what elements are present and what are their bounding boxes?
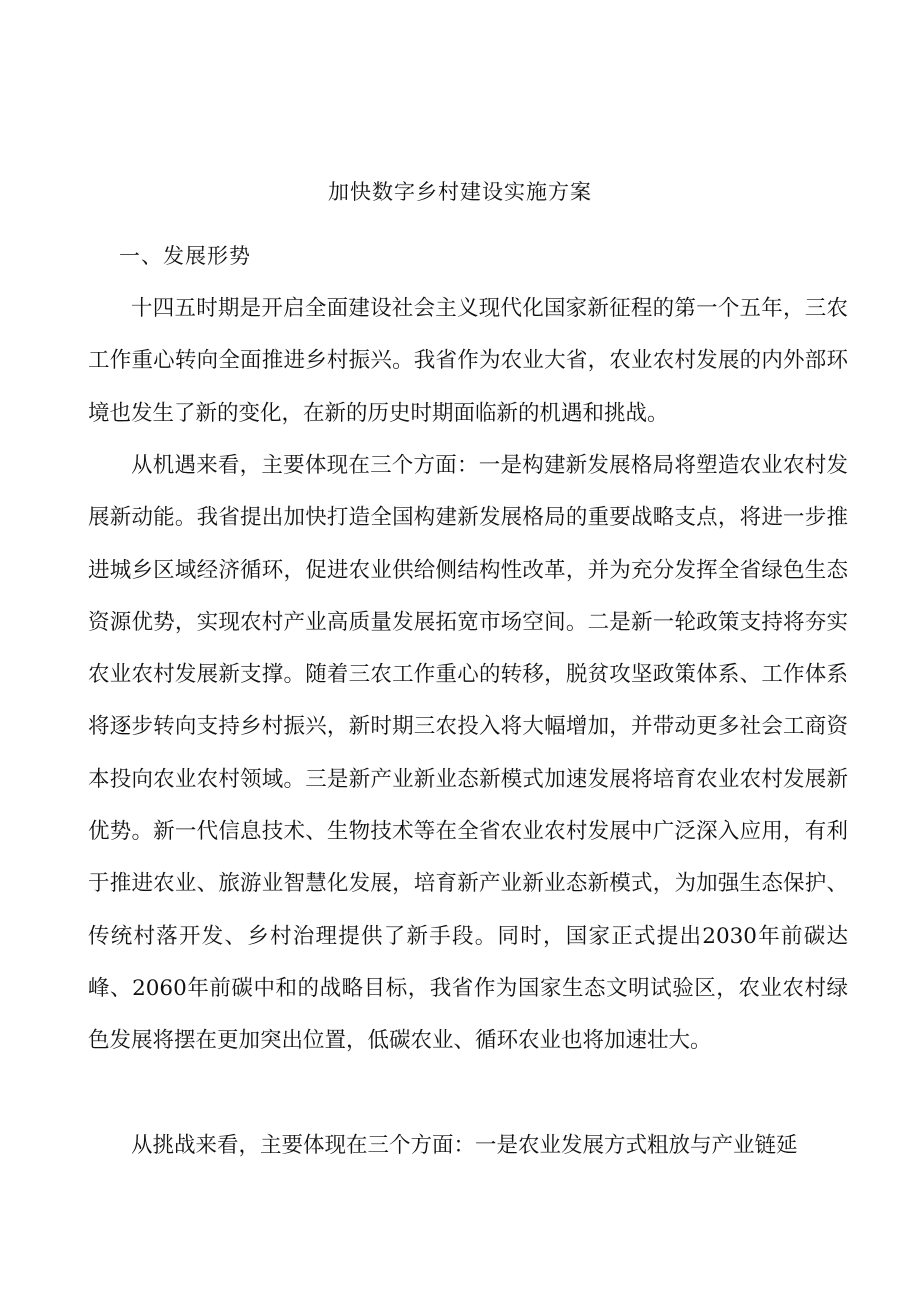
paragraph-3: 从挑战来看，主要体现在三个方面：一是农业发展方式粗放与产业链延 <box>131 1133 798 1158</box>
section-heading: 一、发展形势 <box>119 244 251 268</box>
paragraph-1: 十四五时期是开启全面建设社会主义现代化国家新征程的第一个五年，三农工作重心转向全面推进乡村振兴。我省作为农业大省，农业农村发展的内外部环境也发生了新的变化，在新的历史时期面临新的机遇和挑战。 <box>88 296 848 426</box>
paragraph-2: 从机遇来看，主要体现在三个方面：一是构建新发展格局将塑造农业农村发展新动能。我省提出加快打造全国构建新发展格局的重要战略支点，将进一步推进城乡区域经济循环，促进农业供给侧结构性改革，并为充分发挥全省绿色生态资源优势，实现农村产业高质量发展拓宽市场空间。二是新一轮政策支持将夯实农业农村发展新支撑。随着三农工作重心的转移，脱贫攻坚政策体系、工作体系将逐步转向支持乡村振兴，新时期三农投入将大幅增加，并带动更多社会工商资本投向农业农村领域。三是新产业新业态新模式加速发展将培育农业农村发展新优势。新一代信息技术、生物技术等在全省农业农村发展中广泛深入应用，有利于推进农业、旅游业智慧化发展，培育新产业新业态新模式，为加强生态保护、传统村落开发、乡村治理提供了新手段。同时，国家正式提出2030年前碳达峰、2060年前碳中和的战略目标，我省作为国家生态文明试验区，农业农村绿色发展将摆在更加突出位置，低碳农业、循环农业也将加速壮大。 <box>88 453 848 1054</box>
document-title: 加快数字乡村建设实施方案 <box>328 180 592 204</box>
